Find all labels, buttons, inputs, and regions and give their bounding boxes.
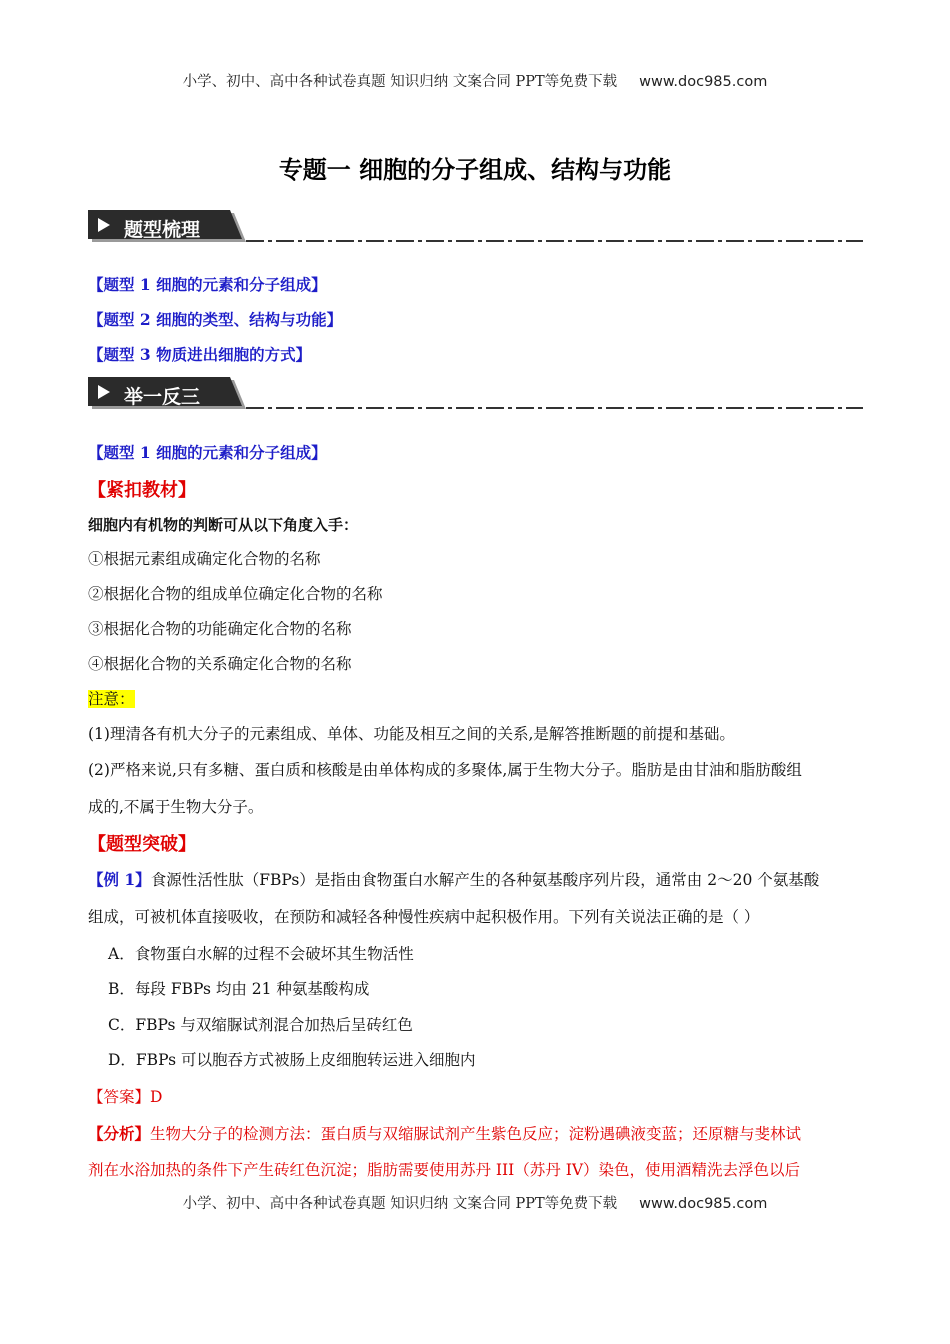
analysis-line-2: 剂在水浴加热的条件下产生砖红色沉淀；脂肪需要使用苏丹 III（苏丹 IV）染色，使用酒精洗去浮色以后 — [88, 1161, 801, 1179]
note-label-wrap — [88, 687, 135, 709]
toc-item-2[interactable]: 【题型 2 细胞的类型、结构与功能】 — [88, 310, 343, 329]
footer-url[interactable]: www.doc985.com — [639, 1196, 768, 1212]
point-2: ②根据化合物的组成单位确定化合物的名称 — [88, 585, 383, 603]
note-label: 注意： — [88, 690, 135, 708]
note-2: (2)严格来说,只有多糖、蛋白质和核酸是由单体构成的多聚体,属于生物大分子。脂肪是由甘油和脂肪酸组 — [88, 761, 802, 779]
example-line-2: 组成，可被机体直接吸收，在预防和减轻各种慢性疾病中起积极作用。下列有关说法正确的是（ ） — [88, 908, 760, 926]
option-b: B．每段 FBPs 均由 21 种氨基酸构成 — [108, 980, 370, 998]
page-header — [0, 70, 950, 91]
option-c: C．FBPs 与双缩脲试剂混合加热后呈砖红色 — [108, 1016, 413, 1034]
section-band-1 — [88, 210, 863, 250]
point-3: ③根据化合物的功能确定化合物的名称 — [88, 620, 352, 638]
option-d: D．FBPs 可以胞吞方式被肠上皮细胞转运进入细胞内 — [108, 1051, 476, 1069]
intro-text: 细胞内有机物的判断可从以下角度入手： — [88, 516, 359, 534]
footer-text: 小学、初中、高中各种试卷真题 知识归纳 文案合同 PPT等免费下载 — [182, 1196, 618, 1212]
example-line-1 — [88, 868, 819, 890]
analysis-text-1: 生物大分子的检测方法：蛋白质与双缩脲试剂产生紫色反应；淀粉遇碘液变蓝；还原糖与斐林试 — [150, 1125, 802, 1143]
note-1: (1)理清各有机大分子的元素组成、单体、功能及相互之间的关系,是解答推断题的前提和基础。 — [88, 725, 735, 743]
band-label-2: 举一反三 — [124, 386, 201, 408]
textbook-heading: 【紧扣教材】 — [88, 480, 196, 501]
page-title: 专题一 细胞的分子组成、结构与功能 — [278, 155, 672, 184]
header-text: 小学、初中、高中各种试卷真题 知识归纳 文案合同 PPT等免费下载 — [182, 74, 618, 90]
band-label-1: 题型梳理 — [124, 219, 201, 241]
header-url[interactable]: www.doc985.com — [639, 74, 768, 90]
dashed-rule-2 — [246, 407, 863, 409]
analysis-line-1 — [88, 1122, 801, 1144]
example-label: 【例 1】 — [88, 870, 151, 889]
note-3: 成的,不属于生物大分子。 — [88, 798, 264, 816]
dashed-rule-1 — [246, 240, 863, 242]
page-footer — [0, 1192, 950, 1213]
analysis-label: 【分析】 — [88, 1124, 151, 1143]
toc-item-1[interactable]: 【题型 1 细胞的元素和分子组成】 — [88, 275, 327, 294]
example-text-1: 食源性活性肽（FBPs）是指由食物蛋白水解产生的各种氨基酸序列片段，通常由 2～20 个氨基酸 — [150, 871, 820, 889]
option-a: A．食物蛋白水解的过程不会破坏其生物活性 — [108, 945, 414, 963]
section-band-2 — [88, 377, 863, 417]
toc-item-3[interactable]: 【题型 3 物质进出细胞的方式】 — [88, 345, 312, 364]
subsection-heading: 【题型 1 细胞的元素和分子组成】 — [88, 443, 327, 462]
point-4: ④根据化合物的关系确定化合物的名称 — [88, 655, 352, 673]
answer: 【答案】D — [88, 1088, 163, 1106]
breakthrough-heading: 【题型突破】 — [88, 834, 196, 855]
point-1: ①根据元素组成确定化合物的名称 — [88, 550, 321, 568]
